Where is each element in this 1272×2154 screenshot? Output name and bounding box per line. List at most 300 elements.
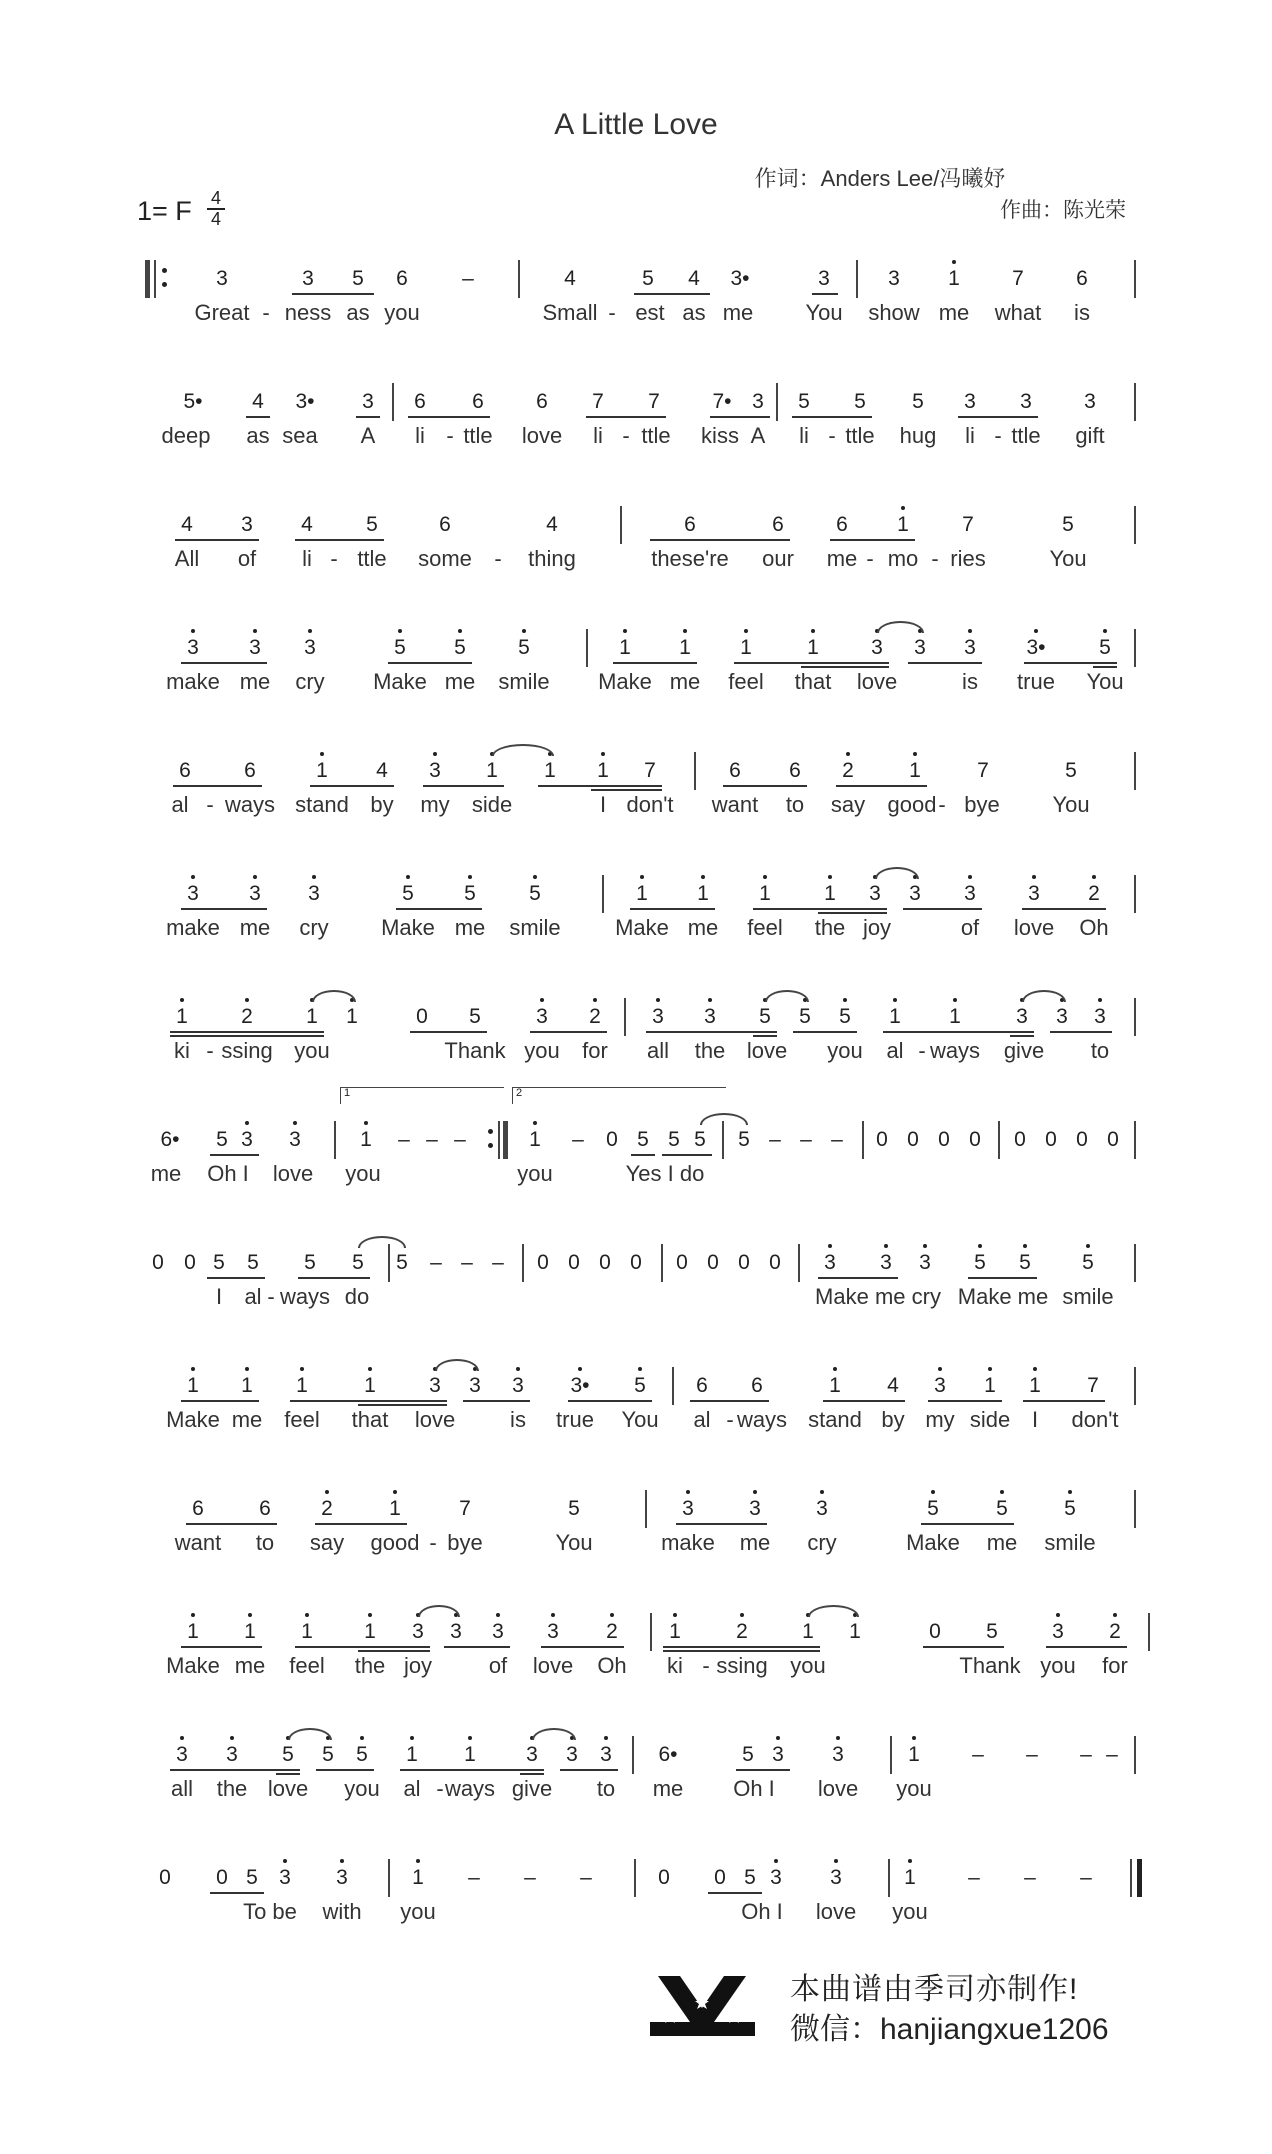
lyric: all <box>646 1038 670 1063</box>
note: 0 <box>1045 1128 1057 1151</box>
note: 5 <box>921 1496 945 1522</box>
lyric: Thank <box>444 1038 506 1063</box>
note: 1 <box>734 635 758 661</box>
lyric: ttle <box>1011 423 1041 448</box>
note: 2 <box>836 758 860 784</box>
lyric: good <box>887 792 937 817</box>
lyric: love <box>272 1161 314 1186</box>
note: 6• <box>658 1743 678 1766</box>
lyric: li <box>799 423 809 448</box>
note: 3 <box>283 1127 307 1153</box>
lyric: ways <box>224 792 276 817</box>
score-row-10 <box>0 1359 1272 1459</box>
note: 1 <box>235 1373 259 1399</box>
note: 5 <box>990 1496 1014 1522</box>
lyric: A <box>360 423 376 448</box>
note: – <box>1026 1743 1038 1766</box>
note: 5 <box>276 1742 300 1768</box>
lyric: Oh <box>1079 915 1109 940</box>
note: 5 <box>523 881 547 907</box>
score-row-11 <box>0 1482 1272 1582</box>
first-ending-bracket <box>340 1087 504 1104</box>
note: 1 <box>796 1619 820 1645</box>
note: 5 <box>642 267 654 290</box>
lyric: - <box>622 423 630 448</box>
note: 1 <box>181 1619 205 1645</box>
note: 0 <box>568 1251 580 1274</box>
note: 3 <box>170 1742 194 1768</box>
note: 3 <box>486 1619 510 1645</box>
note: 6 <box>396 267 408 290</box>
note: 1 <box>663 1619 687 1645</box>
note: 2 <box>600 1619 624 1645</box>
lyric: as <box>246 423 270 448</box>
note: – <box>1024 1866 1036 1889</box>
time-signature-bottom: 4 <box>210 209 221 229</box>
note: 1 <box>358 1373 382 1399</box>
note: 3 <box>928 1373 952 1399</box>
note: 3 <box>181 635 205 661</box>
note: – <box>800 1128 812 1151</box>
lyric: Make <box>166 1653 220 1678</box>
note: 3 <box>903 881 927 907</box>
lyric: the <box>354 1653 386 1678</box>
note: 0 <box>938 1128 950 1151</box>
three-stars-emblem-icon <box>640 1968 765 2043</box>
score-row-6 <box>0 867 1272 967</box>
lyric: al <box>244 1284 262 1309</box>
lyric: say <box>830 792 866 817</box>
note: 7 <box>459 1497 471 1520</box>
lyric: smile <box>509 915 561 940</box>
note: – <box>572 1128 584 1151</box>
note: 3 <box>302 881 326 907</box>
lyric: don't <box>626 792 674 817</box>
note: 1 <box>843 1619 867 1645</box>
note: 5 <box>1093 635 1117 661</box>
note: 7 <box>1087 1374 1099 1397</box>
lyric: ries <box>950 546 986 571</box>
note: 2 <box>315 1496 339 1522</box>
lyric: my <box>925 1407 955 1432</box>
note: 3 <box>818 267 830 290</box>
lyric: me <box>938 300 970 325</box>
note: 1 <box>691 881 715 907</box>
note: 5 <box>668 1128 680 1151</box>
lyric: joy <box>403 1653 433 1678</box>
lyric: make <box>166 669 220 694</box>
note: 3• <box>295 390 315 413</box>
lyric: li <box>302 546 312 571</box>
lyric: ttle <box>463 423 493 448</box>
lyric: of <box>237 546 257 571</box>
score-row-5 <box>0 744 1272 844</box>
note: 1 <box>400 1742 424 1768</box>
note: 5 <box>352 1251 364 1274</box>
lyric: joy <box>862 915 892 940</box>
note: 5 <box>968 1250 992 1276</box>
lyric: ttle <box>845 423 875 448</box>
lyric: all <box>170 1776 194 1801</box>
note: 5 <box>986 1620 998 1643</box>
lyric: Make me <box>957 1284 1049 1309</box>
note: 3 <box>913 1250 937 1276</box>
note: 6 <box>751 1374 763 1397</box>
note: 7 <box>592 390 604 413</box>
note: 5 <box>1062 513 1074 536</box>
lyric: al <box>886 1038 904 1063</box>
lyric: Oh I <box>207 1161 249 1186</box>
note: 4 <box>301 513 313 536</box>
note: 0 <box>929 1620 941 1643</box>
note: 3 <box>698 1004 722 1030</box>
note: 5 <box>798 390 810 413</box>
lyric: Make <box>381 915 435 940</box>
lyric: gift <box>1075 423 1105 448</box>
score-row-7 <box>0 990 1272 1090</box>
note: 1 <box>818 881 842 907</box>
lyric: love <box>746 1038 788 1063</box>
lyric: some <box>418 546 472 571</box>
note: 5 <box>628 1373 652 1399</box>
note: 6 <box>472 390 484 413</box>
lyric: for <box>1102 1653 1128 1678</box>
lyric: Make <box>598 669 652 694</box>
score-row-3 <box>0 498 1272 598</box>
note: 1 <box>480 758 504 784</box>
lyric: - <box>446 423 454 448</box>
lyric: cry <box>295 669 325 694</box>
lyric: cry <box>299 915 329 940</box>
lyric: as <box>346 300 370 325</box>
note: 3 <box>541 1619 565 1645</box>
note: 5 <box>366 513 378 536</box>
lyric: Make <box>615 915 669 940</box>
lyric: bye <box>964 792 1000 817</box>
note: 5 <box>304 1251 316 1274</box>
note: 6• <box>160 1128 180 1151</box>
note: 6 <box>244 759 256 782</box>
footer <box>0 1958 1272 2058</box>
note: 0 <box>1014 1128 1026 1151</box>
lyric: to <box>785 792 805 817</box>
note: 5 <box>396 1251 408 1274</box>
note: 1 <box>943 1004 967 1030</box>
lyric: - <box>702 1653 710 1678</box>
lyric: ki <box>174 1038 190 1063</box>
lyric: for <box>582 1038 608 1063</box>
note: 0 <box>676 1251 688 1274</box>
note: 2 <box>730 1619 754 1645</box>
note: 3 <box>362 390 374 413</box>
lyric: You <box>805 300 843 325</box>
lyric: you <box>1040 1653 1076 1678</box>
lyric: want <box>711 792 759 817</box>
lyric: me <box>652 1776 684 1801</box>
note: 0 <box>606 1128 618 1151</box>
note: 3• <box>568 1373 592 1399</box>
note: 4 <box>564 267 576 290</box>
note: – <box>968 1866 980 1889</box>
lyric: show <box>868 300 920 325</box>
note: 1 <box>898 1865 922 1891</box>
lyric: love <box>1013 915 1055 940</box>
note: 1 <box>406 1865 430 1891</box>
lyric: - <box>206 1038 214 1063</box>
note: 5 <box>247 1251 259 1274</box>
note: 5 <box>388 635 412 661</box>
note: 3 <box>406 1619 430 1645</box>
note: 0 <box>1107 1128 1119 1151</box>
note: 3 <box>818 1250 842 1276</box>
note: 3 <box>506 1373 530 1399</box>
note: 6 <box>772 513 784 536</box>
second-ending-bracket <box>512 1087 726 1104</box>
composer-credit: 作曲：陈光荣 <box>1000 199 1126 222</box>
note: 1 <box>978 1373 1002 1399</box>
lyric: I <box>215 1284 223 1309</box>
note: 6 <box>192 1497 204 1520</box>
lyric: my <box>420 792 450 817</box>
lyric: feel <box>728 669 764 694</box>
lyric: smile <box>1062 1284 1114 1309</box>
note: 0 <box>537 1251 549 1274</box>
score-row-13 <box>0 1728 1272 1828</box>
note: 3 <box>423 1373 447 1399</box>
note: 3 <box>865 635 889 661</box>
lyric: side <box>471 792 513 817</box>
note: 5 <box>854 390 866 413</box>
note: – <box>769 1128 781 1151</box>
lyric: love <box>856 669 898 694</box>
lyric: Small <box>542 300 598 325</box>
lyric: you <box>345 1161 381 1186</box>
note: 3 <box>1088 1004 1112 1030</box>
note: 4 <box>546 513 558 536</box>
note: 5 <box>833 1004 857 1030</box>
lyric: is <box>1074 300 1090 325</box>
lyric: by <box>881 1407 905 1432</box>
note: 6 <box>179 759 191 782</box>
note: 5 <box>458 881 482 907</box>
lyric: smile <box>1044 1530 1096 1555</box>
lyric: love <box>815 1899 857 1924</box>
lyric: what <box>994 300 1042 325</box>
note: – <box>1080 1866 1092 1889</box>
lyric: as <box>682 300 706 325</box>
lyricist-credit: 作词：Anders Lee/冯曦妤 <box>754 166 1006 191</box>
note: – <box>398 1128 410 1151</box>
lyric: li <box>415 423 425 448</box>
volta-1-label: 1 <box>344 1087 351 1099</box>
lyric: love <box>521 423 563 448</box>
note: 0 <box>707 1251 719 1274</box>
lyric: me <box>150 1161 182 1186</box>
lyric: - <box>726 1407 734 1432</box>
note: 1 <box>238 1619 262 1645</box>
lyric: feel <box>289 1653 325 1678</box>
note: 5 <box>744 1866 756 1889</box>
note: 1 <box>458 1742 482 1768</box>
note: 1 <box>942 266 966 292</box>
note: 3 <box>810 1496 834 1522</box>
lyric: deep <box>161 423 211 448</box>
lyric: me <box>687 915 719 940</box>
note: 5 <box>216 1128 228 1151</box>
note: 6 <box>259 1497 271 1520</box>
note: 3 <box>676 1496 700 1522</box>
lyric: hug <box>899 423 937 448</box>
lyric: good <box>370 1530 420 1555</box>
note: 4 <box>252 390 264 413</box>
lyric: make <box>166 915 220 940</box>
lyric: the <box>694 1038 726 1063</box>
lyric: you <box>827 1038 863 1063</box>
note: 5 <box>512 635 536 661</box>
note: 0 <box>876 1128 888 1151</box>
lyric: I <box>599 792 607 817</box>
note: 3 <box>520 1742 544 1768</box>
lyric: ways <box>929 1038 981 1063</box>
note: 3 <box>220 1742 244 1768</box>
score-row-2 <box>0 375 1272 475</box>
lyric: - <box>267 1284 275 1309</box>
lyric: of <box>488 1653 508 1678</box>
note: 4 <box>181 513 193 536</box>
lyric: Oh <box>597 1653 627 1678</box>
note: 3 <box>273 1865 297 1891</box>
note: – <box>972 1743 984 1766</box>
lyric: bye <box>447 1530 483 1555</box>
note: 3 <box>766 1742 790 1768</box>
note: 5 <box>350 1742 374 1768</box>
note: 3 <box>530 1004 554 1030</box>
lyric: A <box>750 423 766 448</box>
lyric: do <box>344 1284 370 1309</box>
note: 0 <box>416 1005 428 1028</box>
lyric: stand <box>295 792 349 817</box>
note: 5 <box>568 1497 580 1520</box>
lyric: our <box>762 546 794 571</box>
note: 3 <box>181 881 205 907</box>
note: 6 <box>439 513 451 536</box>
note: 3 <box>743 1496 767 1522</box>
lyric: love <box>532 1653 574 1678</box>
volta-2-label: 2 <box>516 1087 523 1099</box>
note: 0 <box>714 1866 726 1889</box>
lyric: Make me cry <box>815 1284 941 1309</box>
note: 7• <box>712 390 732 413</box>
note: 1 <box>753 881 777 907</box>
note: 1 <box>358 1619 382 1645</box>
note: 1 <box>891 512 915 538</box>
note: 7 <box>977 759 989 782</box>
lyric: Make <box>906 1530 960 1555</box>
score-row-4 <box>0 621 1272 721</box>
lyric: you <box>892 1899 928 1924</box>
note: 5 <box>448 635 472 661</box>
lyric: you <box>524 1038 560 1063</box>
note: 1 <box>310 758 334 784</box>
note: 5 <box>352 267 364 290</box>
note: 2 <box>583 1004 607 1030</box>
lyric: Thank <box>959 1653 1021 1678</box>
note: 3 <box>241 513 253 536</box>
note: 7 <box>962 513 974 536</box>
note: 3 <box>958 881 982 907</box>
note: 1 <box>523 1127 547 1153</box>
note: 5 <box>742 1743 754 1766</box>
lyric: I <box>1031 1407 1039 1432</box>
note: – <box>461 1251 473 1274</box>
note: 1 <box>613 635 637 661</box>
note: 5 <box>694 1128 706 1151</box>
lyric: make <box>661 1530 715 1555</box>
lyric: - <box>931 546 939 571</box>
note: – <box>454 1128 466 1151</box>
note: 3 <box>330 1865 354 1891</box>
note: 3 <box>235 1127 259 1153</box>
lyric: me <box>231 1407 263 1432</box>
score-row-1 <box>0 252 1272 352</box>
lyric: est <box>635 300 665 325</box>
lyric: me <box>454 915 486 940</box>
note: 6 <box>1076 267 1088 290</box>
note: 2 <box>1082 881 1106 907</box>
lyric: mo <box>887 546 919 571</box>
note: 3 <box>216 267 228 290</box>
note: 0 <box>1076 1128 1088 1151</box>
note: 1 <box>673 635 697 661</box>
song-title: A Little Love <box>554 108 718 141</box>
lyric: side <box>969 1407 1011 1432</box>
lyric: these're <box>651 546 729 571</box>
lyric: kiss <box>701 423 739 448</box>
lyric: that <box>794 669 832 694</box>
lyric: You <box>555 1530 593 1555</box>
lyric: you <box>384 300 420 325</box>
note: 1 <box>295 1619 319 1645</box>
note: 0 <box>599 1251 611 1274</box>
note: – <box>430 1251 442 1274</box>
note: 1 <box>383 1496 407 1522</box>
note: 1 <box>630 881 654 907</box>
note: 1 <box>290 1373 314 1399</box>
note: 3 <box>444 1619 468 1645</box>
lyric: you <box>896 1776 932 1801</box>
score-row-8 <box>0 1087 1272 1213</box>
note: – <box>831 1128 843 1151</box>
note: 1 <box>883 1004 907 1030</box>
lyric: smile <box>498 669 550 694</box>
note: 1 <box>823 1373 847 1399</box>
note: 3 <box>824 1865 848 1891</box>
lyric: feel <box>747 915 783 940</box>
note: 5• <box>183 390 203 413</box>
lyric: ways <box>736 1407 788 1432</box>
footer-credit-line: 本曲谱由季司亦制作! <box>790 1973 1079 2006</box>
note: 7 <box>644 759 656 782</box>
note: 5 <box>1058 1496 1082 1522</box>
lyric: Oh I <box>733 1776 775 1801</box>
lyric: is <box>962 669 978 694</box>
lyric: love <box>414 1407 456 1432</box>
note: 3 <box>1022 881 1046 907</box>
lyric: - <box>330 546 338 571</box>
lyric: - <box>918 1038 926 1063</box>
note: 6 <box>729 759 741 782</box>
note: 3 <box>1020 390 1032 413</box>
